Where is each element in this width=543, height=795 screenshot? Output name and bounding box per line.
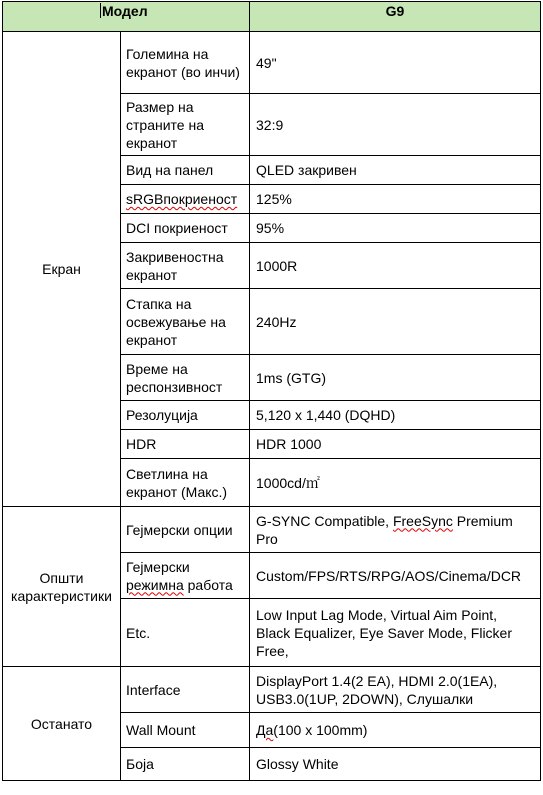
row-label: Светлина на екранот (Макс.) <box>121 459 250 507</box>
row-value: QLED закривен <box>250 156 541 185</box>
text-cursor <box>100 3 101 18</box>
row-label: Време на респонзивност <box>121 355 250 401</box>
row-value: 1000R <box>250 243 541 289</box>
model-label: Модел <box>102 3 148 19</box>
row-value: 1ms (GTG) <box>250 355 541 401</box>
row-value: Low Input Lag Mode, Virtual Aim Point, Black Equalizer, Eye Saver Mode, Flicker Free, <box>250 599 541 667</box>
row-value: 240Hz <box>250 289 541 355</box>
row-value: Glossy White <box>250 748 541 781</box>
group-cell-screen: Екран <box>3 32 121 507</box>
row-value: HDR 1000 <box>250 430 541 459</box>
row-label: HDR <box>121 430 250 459</box>
row-label: Wall Mount <box>121 713 250 748</box>
row-value: 49" <box>250 32 541 94</box>
table-row <box>3 667 541 713</box>
row-label <box>121 185 250 214</box>
row-label-word: режимна <box>126 576 184 593</box>
row-label: Резолуција <box>121 401 250 430</box>
row-label: Закривеностна екранот <box>121 243 250 289</box>
model-header-cell <box>3 2 250 32</box>
row-label: Стапка на освежување на екранот <box>121 289 250 355</box>
row-value: 1000cd/㎡ <box>250 459 541 507</box>
row-label: Interface <box>121 667 250 713</box>
row-value: 32:9 <box>250 94 541 156</box>
group-cell-other: Останато <box>3 667 121 781</box>
row-label: Гејмерски опции <box>121 507 250 553</box>
row-value: 95% <box>250 214 541 243</box>
row-label: Големина на екранот (во инчи) <box>121 32 250 94</box>
spec-table <box>2 1 541 781</box>
row-value: Custom/FPS/RTS/RPG/AOS/Cinema/DCR <box>250 553 541 599</box>
row-label: Размер на страните на екранот <box>121 94 250 156</box>
row-label: Вид на панел <box>121 156 250 185</box>
table-row <box>3 507 541 553</box>
row-value: DisplayPort 1.4(2 EA), HDMI 2.0(1EA), USB3.0(1UP, 2DOWN), Слушалки <box>250 667 541 713</box>
row-value: G-SYNC Compatible, FreeSync Premium Pro <box>250 507 541 553</box>
row-label: Etc. <box>121 599 250 667</box>
row-value: 125% <box>250 185 541 214</box>
header-row <box>3 2 541 32</box>
table-row <box>3 32 541 94</box>
yes-text: Да <box>256 722 274 738</box>
group-cell-general: Општи карактеристики <box>3 507 121 667</box>
row-value: 5,120 x 1,440 (DQHD) <box>250 401 541 430</box>
model-value-cell: G9 <box>250 2 541 32</box>
row-value: Да(100 x 100mm) <box>250 713 541 748</box>
row-label-text: sRGBпокриеност <box>126 191 238 207</box>
row-label: Гејмерски режимна работа <box>121 553 250 599</box>
row-label: DCI покриеност <box>121 214 250 243</box>
freesync-text: FreeSync <box>392 512 453 529</box>
row-label: Боја <box>121 748 250 781</box>
